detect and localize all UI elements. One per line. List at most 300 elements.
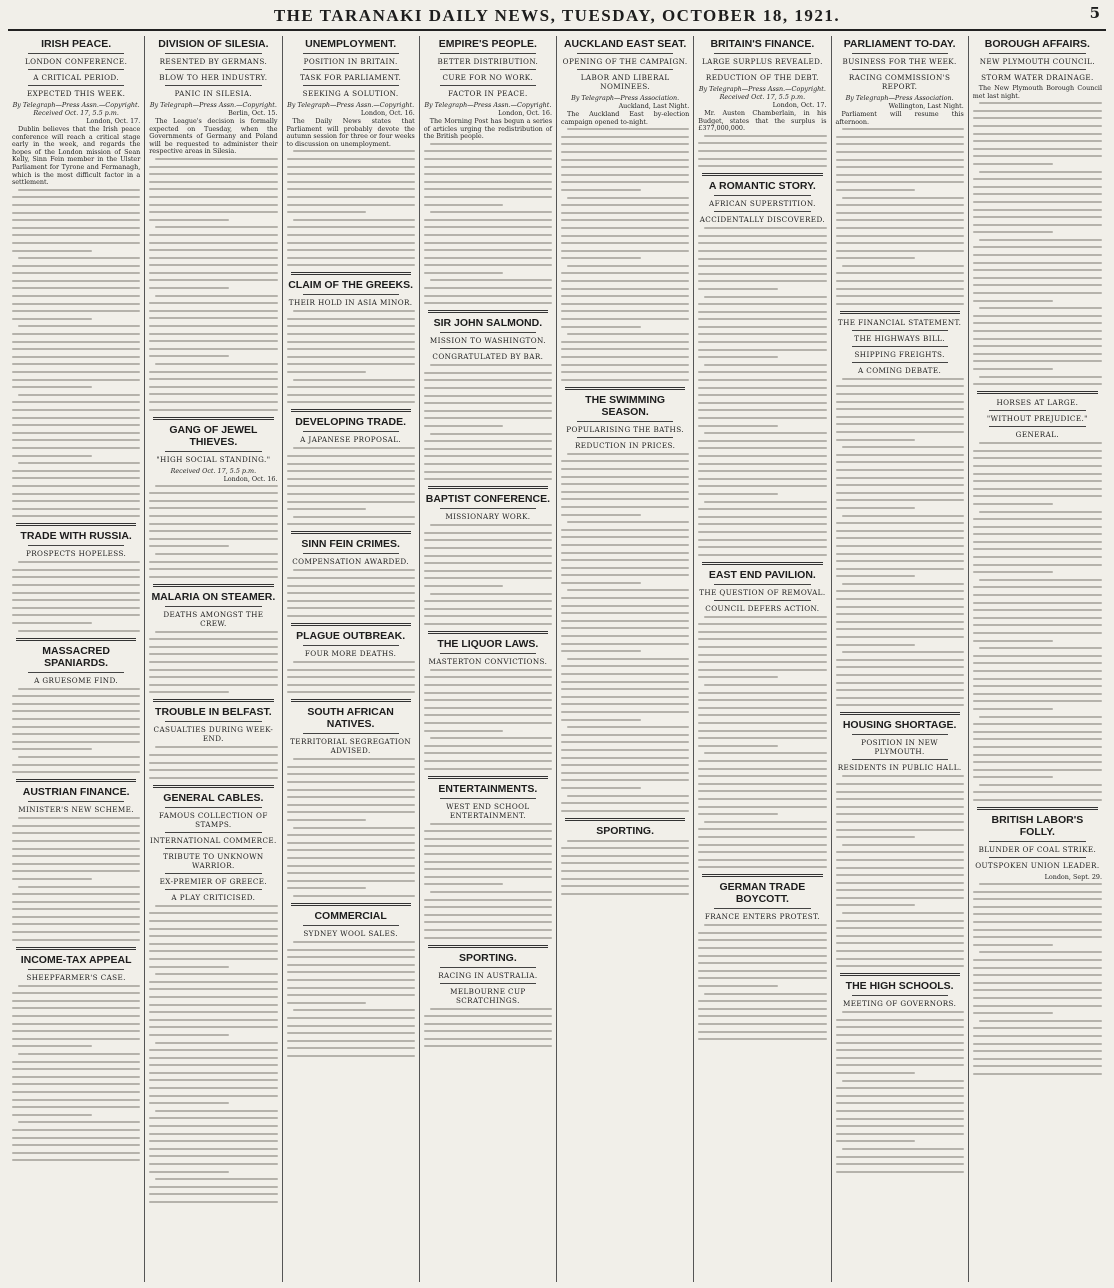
text-line bbox=[973, 609, 1102, 611]
newspaper-title: THE TARANAKI DAILY NEWS, TUESDAY, OCTOBER 18, 1921. bbox=[273, 6, 841, 25]
deck-rule bbox=[577, 69, 673, 70]
text-line bbox=[424, 845, 552, 847]
deck-rule bbox=[165, 69, 261, 70]
text-line bbox=[842, 265, 964, 267]
text-line bbox=[149, 340, 277, 342]
text-line bbox=[836, 829, 964, 831]
text-line bbox=[973, 345, 1102, 347]
text-line bbox=[561, 665, 689, 667]
text-line bbox=[149, 950, 277, 952]
article-separator bbox=[702, 874, 822, 877]
text-line bbox=[979, 376, 1102, 378]
article-body-text bbox=[973, 442, 1102, 801]
text-line bbox=[704, 135, 826, 137]
text-line bbox=[973, 693, 1102, 695]
text-line bbox=[149, 1095, 277, 1097]
text-line bbox=[430, 524, 552, 526]
text-line bbox=[155, 631, 277, 633]
text-line bbox=[149, 638, 277, 640]
text-line bbox=[287, 585, 415, 587]
text-line bbox=[973, 685, 1102, 687]
text-line bbox=[698, 760, 826, 762]
text-line bbox=[149, 196, 277, 198]
article-separator bbox=[291, 623, 411, 626]
text-line bbox=[698, 356, 778, 358]
text-line bbox=[836, 920, 964, 922]
text-line bbox=[430, 143, 552, 145]
text-line bbox=[698, 775, 826, 777]
text-line bbox=[973, 1035, 1102, 1037]
text-line bbox=[424, 899, 552, 901]
article-subheadline: "WITHOUT PREJUDICE." bbox=[986, 414, 1088, 424]
text-line bbox=[149, 1057, 277, 1059]
text-line bbox=[18, 688, 140, 690]
article-separator bbox=[428, 486, 548, 489]
deck-rule bbox=[440, 508, 536, 509]
text-line bbox=[287, 880, 415, 882]
article-subheadline: MASTERTON CONVICTIONS. bbox=[428, 656, 548, 666]
article-subheadline: SYDNEY WOOL SALES. bbox=[303, 928, 398, 938]
text-line bbox=[836, 927, 964, 929]
text-line bbox=[973, 640, 1053, 642]
text-line bbox=[287, 971, 415, 973]
article bbox=[287, 531, 415, 617]
text-line bbox=[12, 227, 140, 229]
text-line bbox=[973, 450, 1102, 452]
article-separator bbox=[291, 409, 411, 412]
text-line bbox=[561, 681, 689, 683]
text-line bbox=[12, 371, 140, 373]
article-subheadline: MISSIONARY WORK. bbox=[445, 512, 531, 522]
text-line bbox=[842, 1080, 964, 1082]
text-line bbox=[561, 559, 689, 561]
article-dateline: London, Sept. 29. bbox=[1044, 873, 1102, 882]
text-line bbox=[424, 853, 552, 855]
deck-rule bbox=[989, 69, 1086, 70]
text-line bbox=[567, 840, 689, 842]
text-line bbox=[836, 522, 964, 524]
article-subheadline: OUTSPOKEN UNION LEADER. bbox=[975, 861, 1100, 871]
text-line bbox=[149, 966, 229, 968]
deck-rule bbox=[165, 807, 261, 808]
text-line bbox=[973, 1043, 1102, 1045]
text-line bbox=[698, 440, 826, 442]
text-line bbox=[287, 964, 415, 966]
text-line bbox=[287, 341, 415, 343]
text-line bbox=[698, 258, 826, 260]
text-line bbox=[973, 224, 1102, 226]
text-line bbox=[293, 895, 415, 897]
text-line bbox=[836, 1034, 964, 1036]
article-subheadline: MELBOURNE CUP SCRATCHINGS. bbox=[450, 986, 526, 1005]
text-line bbox=[973, 769, 1102, 771]
article-subheadline: TASK FOR PARLIAMENT. bbox=[300, 73, 402, 82]
text-line bbox=[698, 790, 826, 792]
text-line bbox=[287, 204, 415, 206]
text-line bbox=[561, 204, 689, 206]
article-body-text bbox=[836, 378, 964, 707]
text-line bbox=[424, 570, 552, 572]
deck-rule bbox=[165, 606, 261, 607]
text-line bbox=[424, 372, 552, 374]
text-line bbox=[836, 174, 964, 176]
text-line bbox=[12, 840, 140, 842]
article-subheadline: STORM WATER DRAINAGE. bbox=[981, 73, 1094, 82]
text-line bbox=[149, 676, 277, 678]
text-line bbox=[836, 1140, 916, 1142]
text-line bbox=[842, 378, 964, 380]
text-line bbox=[561, 597, 689, 599]
deck-rule bbox=[303, 53, 399, 54]
text-line bbox=[704, 227, 826, 229]
text-line bbox=[973, 216, 1102, 218]
deck-rule bbox=[852, 995, 948, 996]
article-separator bbox=[428, 776, 548, 779]
article-headline: IRISH PEACE. bbox=[41, 38, 112, 50]
text-line bbox=[836, 189, 916, 191]
text-line bbox=[973, 193, 1102, 195]
deck-rule bbox=[440, 798, 536, 799]
text-line bbox=[561, 703, 689, 705]
article-headline: THE HIGH SCHOOLS. bbox=[845, 980, 954, 993]
article-subheadline: FAMOUS COLLECTION OF STAMPS. bbox=[159, 810, 268, 829]
text-line bbox=[12, 1068, 140, 1070]
article-headline: UNEMPLOYMENT. bbox=[305, 38, 397, 50]
text-line bbox=[561, 635, 689, 637]
text-line bbox=[561, 364, 689, 366]
text-line bbox=[149, 777, 277, 779]
text-line bbox=[287, 242, 415, 244]
text-line bbox=[561, 181, 689, 183]
text-line bbox=[149, 561, 277, 563]
text-line bbox=[973, 602, 1102, 604]
text-line bbox=[561, 310, 689, 312]
text-line bbox=[698, 273, 826, 275]
text-line bbox=[973, 898, 1102, 900]
article-body-text bbox=[561, 128, 689, 381]
text-line bbox=[698, 783, 826, 785]
text-line bbox=[149, 1019, 277, 1021]
text-line bbox=[424, 699, 552, 701]
text-line bbox=[12, 272, 140, 274]
text-line bbox=[836, 628, 964, 630]
text-line bbox=[973, 533, 1102, 535]
article-headline: BRITAIN'S FINANCE. bbox=[710, 38, 815, 50]
deck-rule bbox=[852, 69, 948, 70]
text-line bbox=[155, 1178, 277, 1180]
text-line bbox=[12, 703, 140, 705]
article bbox=[698, 874, 826, 1040]
received-time: Received Oct. 17, 5.5 p.m. bbox=[170, 466, 257, 475]
text-line bbox=[836, 613, 964, 615]
text-line bbox=[698, 654, 826, 656]
text-line bbox=[561, 151, 689, 153]
text-line bbox=[836, 537, 964, 539]
text-line bbox=[12, 1137, 140, 1139]
text-line bbox=[12, 576, 140, 578]
text-line bbox=[836, 499, 964, 501]
text-line bbox=[836, 606, 964, 608]
text-line bbox=[698, 1023, 826, 1025]
article-headline: TROUBLE IN BELFAST. bbox=[155, 706, 272, 719]
deck-rule bbox=[852, 362, 948, 363]
article-subheadline: COMPENSATION AWARDED. bbox=[292, 557, 409, 567]
text-line bbox=[287, 394, 415, 396]
text-line bbox=[293, 1009, 415, 1011]
text-line bbox=[561, 582, 641, 584]
article-body-text bbox=[287, 447, 415, 525]
text-line bbox=[842, 128, 964, 130]
text-line bbox=[698, 947, 826, 949]
article-body-text bbox=[424, 143, 552, 304]
article-dateline: London, Oct. 17. bbox=[772, 101, 827, 109]
article-headline: SOUTH AFRICAN NATIVES. bbox=[307, 706, 394, 731]
text-line bbox=[149, 538, 277, 540]
text-line bbox=[698, 455, 826, 457]
text-line bbox=[561, 257, 641, 259]
article-subheadline: CURE FOR NO WORK. bbox=[442, 73, 534, 82]
text-line bbox=[973, 368, 1053, 370]
text-line bbox=[561, 174, 689, 176]
article-byline: By Telegraph—Press Assn.—Copyright. bbox=[12, 101, 140, 109]
text-line bbox=[18, 886, 140, 888]
masthead-rule bbox=[8, 29, 1106, 31]
text-line bbox=[973, 776, 1053, 778]
article-separator bbox=[153, 417, 273, 420]
text-line bbox=[287, 1032, 415, 1034]
article-body-text bbox=[698, 135, 826, 167]
text-line bbox=[287, 979, 415, 981]
text-line bbox=[973, 353, 1102, 355]
text-line bbox=[12, 908, 140, 910]
text-line bbox=[149, 691, 229, 693]
text-line bbox=[287, 1017, 415, 1019]
text-line bbox=[149, 211, 277, 213]
text-line bbox=[424, 264, 552, 266]
text-line bbox=[12, 477, 140, 479]
article-subheadline: EXPECTED THIS WEEK. bbox=[26, 89, 126, 98]
text-line bbox=[424, 188, 552, 190]
text-line bbox=[561, 159, 689, 161]
text-line bbox=[155, 363, 277, 365]
text-line bbox=[424, 714, 552, 716]
article bbox=[149, 699, 277, 778]
article bbox=[973, 391, 1102, 801]
article-subheadline: RACING COMMISSION'S REPORT. bbox=[848, 73, 951, 91]
text-line bbox=[149, 355, 229, 357]
text-line bbox=[698, 142, 826, 144]
text-line bbox=[149, 769, 277, 771]
deck-rule bbox=[165, 85, 261, 86]
text-line bbox=[430, 593, 552, 595]
article bbox=[287, 272, 415, 403]
text-line bbox=[698, 516, 826, 518]
text-line bbox=[979, 171, 1102, 173]
text-line bbox=[836, 280, 964, 282]
article-subheadline: SHIPPING FREIGHTS. bbox=[854, 349, 945, 359]
text-line bbox=[836, 1125, 964, 1127]
article-subheadline: POSITION IN BRITAIN. bbox=[303, 57, 398, 66]
text-line bbox=[698, 379, 826, 381]
text-line bbox=[18, 985, 140, 987]
text-line bbox=[561, 779, 689, 781]
text-line bbox=[836, 621, 964, 623]
text-line bbox=[973, 148, 1102, 150]
text-line bbox=[561, 810, 689, 812]
text-line bbox=[561, 749, 689, 751]
text-line bbox=[973, 178, 1102, 180]
deck-rule bbox=[989, 426, 1086, 427]
text-line bbox=[561, 348, 689, 350]
deck-rule bbox=[852, 53, 948, 54]
text-line bbox=[12, 771, 140, 773]
article-subheadline: A JAPANESE PROPOSAL. bbox=[300, 435, 402, 445]
text-line bbox=[698, 402, 826, 404]
text-line bbox=[287, 318, 415, 320]
text-line bbox=[836, 1171, 964, 1173]
article-byline: By Telegraph—Press Assn.—Copyright. bbox=[287, 101, 415, 109]
text-line bbox=[973, 929, 1102, 931]
text-line bbox=[18, 630, 140, 632]
deck-rule bbox=[165, 873, 261, 874]
article-subheadline: BLOW TO HER INDUSTRY. bbox=[159, 73, 268, 82]
text-line bbox=[842, 844, 964, 846]
deck-rule bbox=[303, 69, 399, 70]
text-line bbox=[836, 950, 964, 952]
text-line bbox=[293, 219, 415, 221]
article bbox=[973, 807, 1102, 1075]
article-body-text bbox=[287, 569, 415, 617]
text-line bbox=[979, 102, 1102, 104]
text-line bbox=[424, 204, 504, 206]
article-subheadline: TRIBUTE TO UNKNOWN WARRIOR. bbox=[163, 851, 264, 870]
text-line bbox=[12, 303, 140, 305]
text-line bbox=[698, 409, 826, 411]
text-line bbox=[973, 564, 1102, 566]
text-line bbox=[836, 1064, 964, 1066]
deck-rule bbox=[28, 545, 124, 546]
deck-rule bbox=[303, 925, 399, 926]
text-line bbox=[973, 936, 1102, 938]
deck-rule bbox=[852, 346, 948, 347]
text-line bbox=[12, 748, 92, 750]
text-line bbox=[287, 325, 415, 327]
text-line bbox=[287, 264, 415, 266]
text-line bbox=[979, 784, 1102, 786]
text-line bbox=[287, 508, 367, 510]
text-line bbox=[149, 409, 277, 411]
text-line bbox=[836, 1133, 964, 1135]
text-line bbox=[424, 684, 552, 686]
text-line bbox=[424, 722, 552, 724]
text-line bbox=[424, 455, 552, 457]
text-line bbox=[561, 483, 689, 485]
article-separator bbox=[291, 699, 411, 702]
text-line bbox=[12, 1083, 140, 1085]
text-line bbox=[698, 303, 826, 305]
text-line bbox=[698, 1000, 826, 1002]
article bbox=[287, 623, 415, 693]
text-line bbox=[287, 181, 415, 183]
article-headline: AUCKLAND EAST SEAT. bbox=[563, 38, 687, 50]
text-line bbox=[836, 568, 964, 570]
article-body-text bbox=[424, 823, 552, 939]
text-line bbox=[12, 447, 140, 449]
text-line bbox=[12, 196, 140, 198]
text-line bbox=[12, 1045, 92, 1047]
text-line bbox=[293, 827, 415, 829]
text-line bbox=[12, 508, 140, 510]
text-line bbox=[973, 662, 1102, 664]
text-line bbox=[561, 506, 689, 508]
text-line bbox=[287, 872, 415, 874]
text-line bbox=[12, 584, 140, 586]
text-line bbox=[973, 670, 1102, 672]
deck-rule bbox=[440, 85, 536, 86]
text-line bbox=[12, 204, 140, 206]
text-line bbox=[836, 798, 964, 800]
text-line bbox=[149, 272, 277, 274]
text-line bbox=[973, 526, 1102, 528]
article-subheadline: COUNCIL DEFERS ACTION. bbox=[705, 603, 820, 613]
text-line bbox=[698, 806, 826, 808]
text-line bbox=[561, 460, 689, 462]
text-line bbox=[12, 219, 140, 221]
text-line bbox=[698, 508, 826, 510]
article-subheadline: OPENING OF THE CAMPAIGN. bbox=[562, 57, 688, 66]
text-line bbox=[836, 704, 964, 706]
text-line bbox=[424, 676, 552, 678]
text-line bbox=[424, 1015, 552, 1017]
text-line bbox=[12, 710, 140, 712]
text-line bbox=[836, 1019, 964, 1021]
text-line bbox=[973, 655, 1102, 657]
text-line bbox=[424, 410, 552, 412]
article-separator bbox=[840, 311, 960, 314]
deck-rule bbox=[303, 645, 399, 646]
text-line bbox=[424, 745, 552, 747]
text-line bbox=[561, 536, 689, 538]
article-body-text bbox=[12, 688, 140, 774]
text-line bbox=[149, 386, 277, 388]
article bbox=[287, 409, 415, 525]
text-line bbox=[424, 608, 552, 610]
article-headline: EAST END PAVILION. bbox=[708, 568, 816, 581]
text-line bbox=[18, 1121, 140, 1123]
text-line bbox=[973, 1012, 1053, 1014]
text-line bbox=[424, 768, 552, 770]
text-line bbox=[836, 666, 964, 668]
article-body-text bbox=[561, 840, 689, 895]
text-line bbox=[698, 463, 826, 465]
text-line bbox=[287, 485, 415, 487]
text-line bbox=[12, 234, 140, 236]
article-body-text bbox=[12, 817, 140, 941]
text-line bbox=[567, 589, 689, 591]
text-line bbox=[12, 318, 92, 320]
text-line bbox=[836, 1072, 916, 1074]
text-line bbox=[12, 1023, 140, 1025]
text-line bbox=[561, 212, 689, 214]
text-line bbox=[12, 916, 140, 918]
article-dateline: London, Oct. 16. bbox=[360, 109, 415, 117]
text-line bbox=[424, 295, 552, 297]
text-line bbox=[698, 539, 826, 541]
text-line bbox=[287, 166, 415, 168]
text-line bbox=[973, 989, 1102, 991]
text-line bbox=[287, 478, 415, 480]
text-line bbox=[287, 371, 367, 373]
